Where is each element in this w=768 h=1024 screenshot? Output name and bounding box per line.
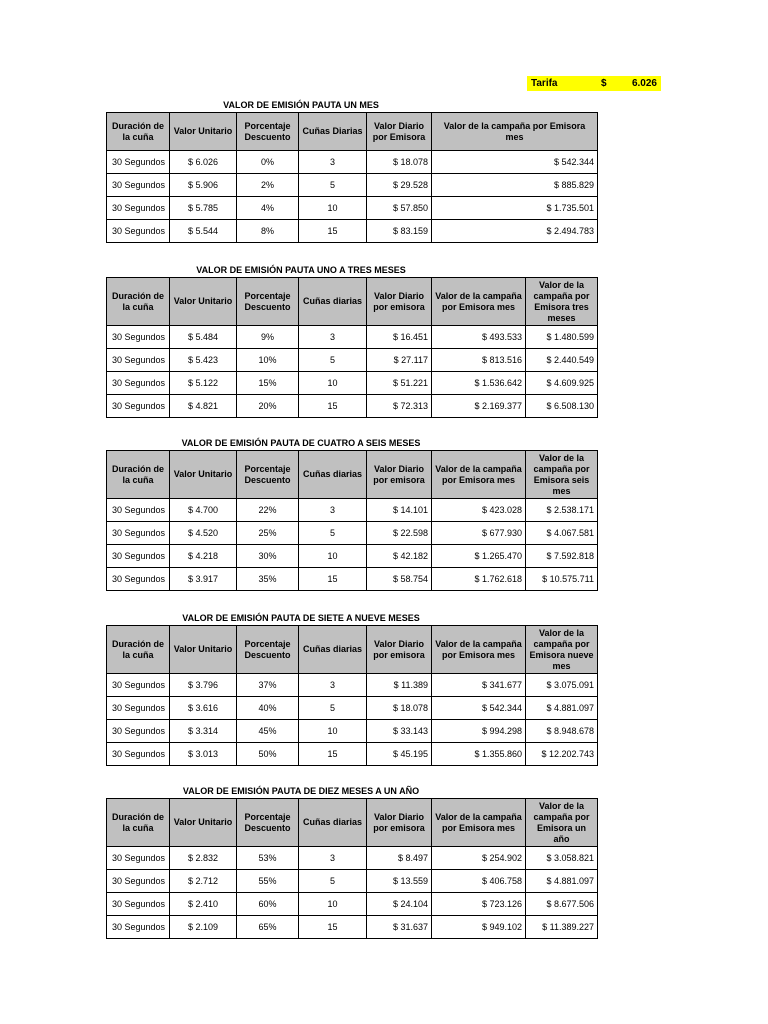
table-row: [107, 220, 598, 243]
cell: $ 45.195: [367, 743, 432, 766]
cell: 15: [299, 743, 367, 766]
cell: 5: [299, 174, 367, 197]
table-row: [107, 395, 598, 418]
rates-table: [106, 450, 598, 591]
cell: $ 493.533: [432, 326, 526, 349]
cell: $ 3.616: [170, 697, 237, 720]
cell: $ 2.410: [170, 893, 237, 916]
cell: 10: [299, 545, 367, 568]
section-cuatro-a-seis-meses: [106, 436, 597, 591]
cell: $ 5.785: [170, 197, 237, 220]
header-cell: Valor de la campaña por Emisora nueve mes: [526, 626, 598, 674]
table-row: [107, 697, 598, 720]
cell: $ 7.592.818: [526, 545, 598, 568]
cell: 15: [299, 395, 367, 418]
cell: $ 29.528: [367, 174, 432, 197]
table-row: [107, 870, 598, 893]
cell: $ 5.122: [170, 372, 237, 395]
cell: $ 12.202.743: [526, 743, 598, 766]
cell: 30 Segundos: [107, 545, 170, 568]
table-row: [107, 522, 598, 545]
header-cell: Porcentaje Descuento: [237, 278, 299, 326]
cell: $ 58.754: [367, 568, 432, 591]
cell: 0%: [237, 151, 299, 174]
section-diez-meses-a-un-ano: [106, 784, 597, 939]
cell: $ 5.544: [170, 220, 237, 243]
cell: 10: [299, 720, 367, 743]
cell: $ 4.067.581: [526, 522, 598, 545]
cell: $ 18.078: [367, 151, 432, 174]
section-un-mes: [106, 98, 597, 243]
cell: $ 2.109: [170, 916, 237, 939]
cell: 50%: [237, 743, 299, 766]
cell: $ 51.221: [367, 372, 432, 395]
cell: $ 13.559: [367, 870, 432, 893]
cell: $ 3.075.091: [526, 674, 598, 697]
tarifa-value: 6.026: [631, 78, 657, 89]
cell: $ 3.917: [170, 568, 237, 591]
cell: 30 Segundos: [107, 870, 170, 893]
cell: $ 4.520: [170, 522, 237, 545]
cell: $ 1.355.860: [432, 743, 526, 766]
cell: 60%: [237, 893, 299, 916]
cell: 3: [299, 499, 367, 522]
cell: $ 11.389.227: [526, 916, 598, 939]
cell: $ 2.169.377: [432, 395, 526, 418]
cell: 5: [299, 870, 367, 893]
table-row: [107, 743, 598, 766]
cell: $ 33.143: [367, 720, 432, 743]
tarifa-box: [527, 76, 661, 91]
section-title: VALOR DE EMISIÓN PAUTA DE DIEZ MESES A UN AÑO: [182, 786, 420, 796]
cell: $ 406.758: [432, 870, 526, 893]
cell: 30 Segundos: [107, 522, 170, 545]
header-cell: Cuñas diarias: [299, 799, 367, 847]
table-header-row: [107, 626, 598, 674]
table-header-row: [107, 451, 598, 499]
cell: 3: [299, 326, 367, 349]
cell: 30 Segundos: [107, 674, 170, 697]
cell: 30 Segundos: [107, 174, 170, 197]
cell: 40%: [237, 697, 299, 720]
header-cell: Cuñas Diarias: [299, 113, 367, 151]
cell: 22%: [237, 499, 299, 522]
cell: 53%: [237, 847, 299, 870]
cell: 37%: [237, 674, 299, 697]
header-cell: Porcentaje Descuento: [237, 451, 299, 499]
section-title: VALOR DE EMISIÓN PAUTA UNO A TRES MESES: [196, 265, 406, 275]
header-cell: Valor Diario por emisora: [367, 451, 432, 499]
table-row: [107, 568, 598, 591]
header-cell: Valor Unitario: [170, 113, 237, 151]
cell: $ 31.637: [367, 916, 432, 939]
cell: $ 994.298: [432, 720, 526, 743]
cell: $ 18.078: [367, 697, 432, 720]
header-cell: Valor Diario por emisora: [367, 626, 432, 674]
header-cell: Duración de la cuña: [107, 799, 170, 847]
cell: $ 254.902: [432, 847, 526, 870]
cell: 10%: [237, 349, 299, 372]
cell: 15%: [237, 372, 299, 395]
cell: 30 Segundos: [107, 151, 170, 174]
cell: $ 8.948.678: [526, 720, 598, 743]
cell: $ 4.881.097: [526, 870, 598, 893]
section-title: VALOR DE EMISIÓN PAUTA DE SIETE A NUEVE MESES: [182, 613, 420, 623]
cell: 30 Segundos: [107, 916, 170, 939]
table-row: [107, 197, 598, 220]
cell: 30 Segundos: [107, 220, 170, 243]
cell: $ 6.026: [170, 151, 237, 174]
header-cell: Valor Diario por emisora: [367, 278, 432, 326]
cell: $ 1.480.599: [526, 326, 598, 349]
cell: $ 423.028: [432, 499, 526, 522]
header-cell: Valor Unitario: [170, 278, 237, 326]
cell: $ 542.344: [432, 697, 526, 720]
header-cell: Valor Unitario: [170, 451, 237, 499]
cell: 45%: [237, 720, 299, 743]
rates-table: [106, 625, 598, 766]
header-cell: Cuñas diarias: [299, 451, 367, 499]
header-cell: Porcentaje Descuento: [237, 626, 299, 674]
section-title: VALOR DE EMISIÓN PAUTA UN MES: [223, 100, 379, 110]
table-row: [107, 720, 598, 743]
cell: $ 341.677: [432, 674, 526, 697]
cell: 5: [299, 697, 367, 720]
table-row: [107, 326, 598, 349]
cell: 30 Segundos: [107, 720, 170, 743]
cell: 55%: [237, 870, 299, 893]
cell: 30 Segundos: [107, 893, 170, 916]
cell: 30 Segundos: [107, 499, 170, 522]
section-uno-a-tres-meses: [106, 263, 597, 418]
cell: $ 949.102: [432, 916, 526, 939]
header-cell: Duración de la cuña: [107, 451, 170, 499]
cell: $ 27.117: [367, 349, 432, 372]
section-title: VALOR DE EMISIÓN PAUTA DE CUATRO A SEIS MESES: [181, 438, 421, 448]
header-cell: Cuñas diarias: [299, 278, 367, 326]
section-siete-a-nueve-meses: [106, 611, 597, 766]
cell: 30 Segundos: [107, 697, 170, 720]
cell: $ 5.423: [170, 349, 237, 372]
cell: 10: [299, 372, 367, 395]
rates-table: [106, 798, 598, 939]
table-row: [107, 847, 598, 870]
cell: $ 22.598: [367, 522, 432, 545]
cell: 65%: [237, 916, 299, 939]
header-cell: Valor de la campaña por Emisora mes: [432, 113, 598, 151]
cell: $ 4.881.097: [526, 697, 598, 720]
table-row: [107, 372, 598, 395]
cell: $ 11.389: [367, 674, 432, 697]
tarifa-label: Tarifa: [531, 78, 558, 89]
cell: 30 Segundos: [107, 349, 170, 372]
cell: 9%: [237, 326, 299, 349]
cell: $ 8.677.506: [526, 893, 598, 916]
header-cell: Porcentaje Descuento: [237, 113, 299, 151]
cell: $ 2.538.171: [526, 499, 598, 522]
header-cell: Valor Diario por Emisora: [367, 113, 432, 151]
cell: 2%: [237, 174, 299, 197]
cell: $ 2.832: [170, 847, 237, 870]
cell: $ 1.536.642: [432, 372, 526, 395]
cell: 30 Segundos: [107, 743, 170, 766]
header-cell: Valor Unitario: [170, 799, 237, 847]
cell: $ 3.796: [170, 674, 237, 697]
header-cell: Duración de la cuña: [107, 113, 170, 151]
table-header-row: [107, 113, 598, 151]
cell: $ 2.712: [170, 870, 237, 893]
table-row: [107, 893, 598, 916]
cell: 5: [299, 349, 367, 372]
header-cell: Valor de la campaña por Emisora mes: [432, 451, 526, 499]
cell: $ 2.494.783: [432, 220, 598, 243]
cell: 20%: [237, 395, 299, 418]
cell: 3: [299, 674, 367, 697]
cell: 3: [299, 847, 367, 870]
cell: $ 14.101: [367, 499, 432, 522]
cell: 15: [299, 220, 367, 243]
cell: $ 16.451: [367, 326, 432, 349]
header-cell: Valor de la campaña por Emisora mes: [432, 799, 526, 847]
cell: $ 885.829: [432, 174, 598, 197]
table-header-row: [107, 278, 598, 326]
cell: 30 Segundos: [107, 372, 170, 395]
cell: 35%: [237, 568, 299, 591]
table-row: [107, 174, 598, 197]
header-cell: Valor de la campaña por Emisora seis mes: [526, 451, 598, 499]
cell: $ 723.126: [432, 893, 526, 916]
cell: 15: [299, 916, 367, 939]
cell: 30 Segundos: [107, 847, 170, 870]
table-row: [107, 151, 598, 174]
header-cell: Cuñas diarias: [299, 626, 367, 674]
cell: $ 5.484: [170, 326, 237, 349]
cell: $ 3.314: [170, 720, 237, 743]
cell: $ 24.104: [367, 893, 432, 916]
cell: $ 72.313: [367, 395, 432, 418]
cell: 5: [299, 522, 367, 545]
cell: 25%: [237, 522, 299, 545]
header-cell: Valor de la campaña por Emisora un año: [526, 799, 598, 847]
table-row: [107, 916, 598, 939]
table-row: [107, 499, 598, 522]
table-row: [107, 545, 598, 568]
cell: $ 813.516: [432, 349, 526, 372]
cell: $ 4.609.925: [526, 372, 598, 395]
cell: 30 Segundos: [107, 326, 170, 349]
cell: 30 Segundos: [107, 197, 170, 220]
cell: $ 3.058.821: [526, 847, 598, 870]
cell: $ 542.344: [432, 151, 598, 174]
header-cell: Valor Diario por emisora: [367, 799, 432, 847]
cell: $ 1.265.470: [432, 545, 526, 568]
cell: 30 Segundos: [107, 395, 170, 418]
cell: $ 83.159: [367, 220, 432, 243]
cell: $ 8.497: [367, 847, 432, 870]
header-cell: Porcentaje Descuento: [237, 799, 299, 847]
cell: $ 1.735.501: [432, 197, 598, 220]
cell: 3: [299, 151, 367, 174]
cell: 30%: [237, 545, 299, 568]
table-header-row: [107, 799, 598, 847]
cell: $ 10.575.711: [526, 568, 598, 591]
cell: 8%: [237, 220, 299, 243]
cell: 10: [299, 197, 367, 220]
header-cell: Valor de la campaña por Emisora mes: [432, 278, 526, 326]
header-cell: Duración de la cuña: [107, 626, 170, 674]
header-cell: Valor de la campaña por Emisora tres meses: [526, 278, 598, 326]
cell: $ 4.821: [170, 395, 237, 418]
cell: $ 677.930: [432, 522, 526, 545]
cell: $ 2.440.549: [526, 349, 598, 372]
cell: $ 1.762.618: [432, 568, 526, 591]
cell: $ 4.218: [170, 545, 237, 568]
cell: $ 4.700: [170, 499, 237, 522]
cell: $ 6.508.130: [526, 395, 598, 418]
header-cell: Duración de la cuña: [107, 278, 170, 326]
cell: 4%: [237, 197, 299, 220]
header-cell: Valor de la campaña por Emisora mes: [432, 626, 526, 674]
rates-table: [106, 277, 598, 418]
rates-table: [106, 112, 598, 243]
tarifa-currency: $: [601, 78, 607, 89]
cell: $ 3.013: [170, 743, 237, 766]
cell: $ 42.182: [367, 545, 432, 568]
cell: 30 Segundos: [107, 568, 170, 591]
cell: $ 5.906: [170, 174, 237, 197]
table-row: [107, 674, 598, 697]
cell: 10: [299, 893, 367, 916]
table-row: [107, 349, 598, 372]
cell: $ 57.850: [367, 197, 432, 220]
cell: 15: [299, 568, 367, 591]
header-cell: Valor Unitario: [170, 626, 237, 674]
